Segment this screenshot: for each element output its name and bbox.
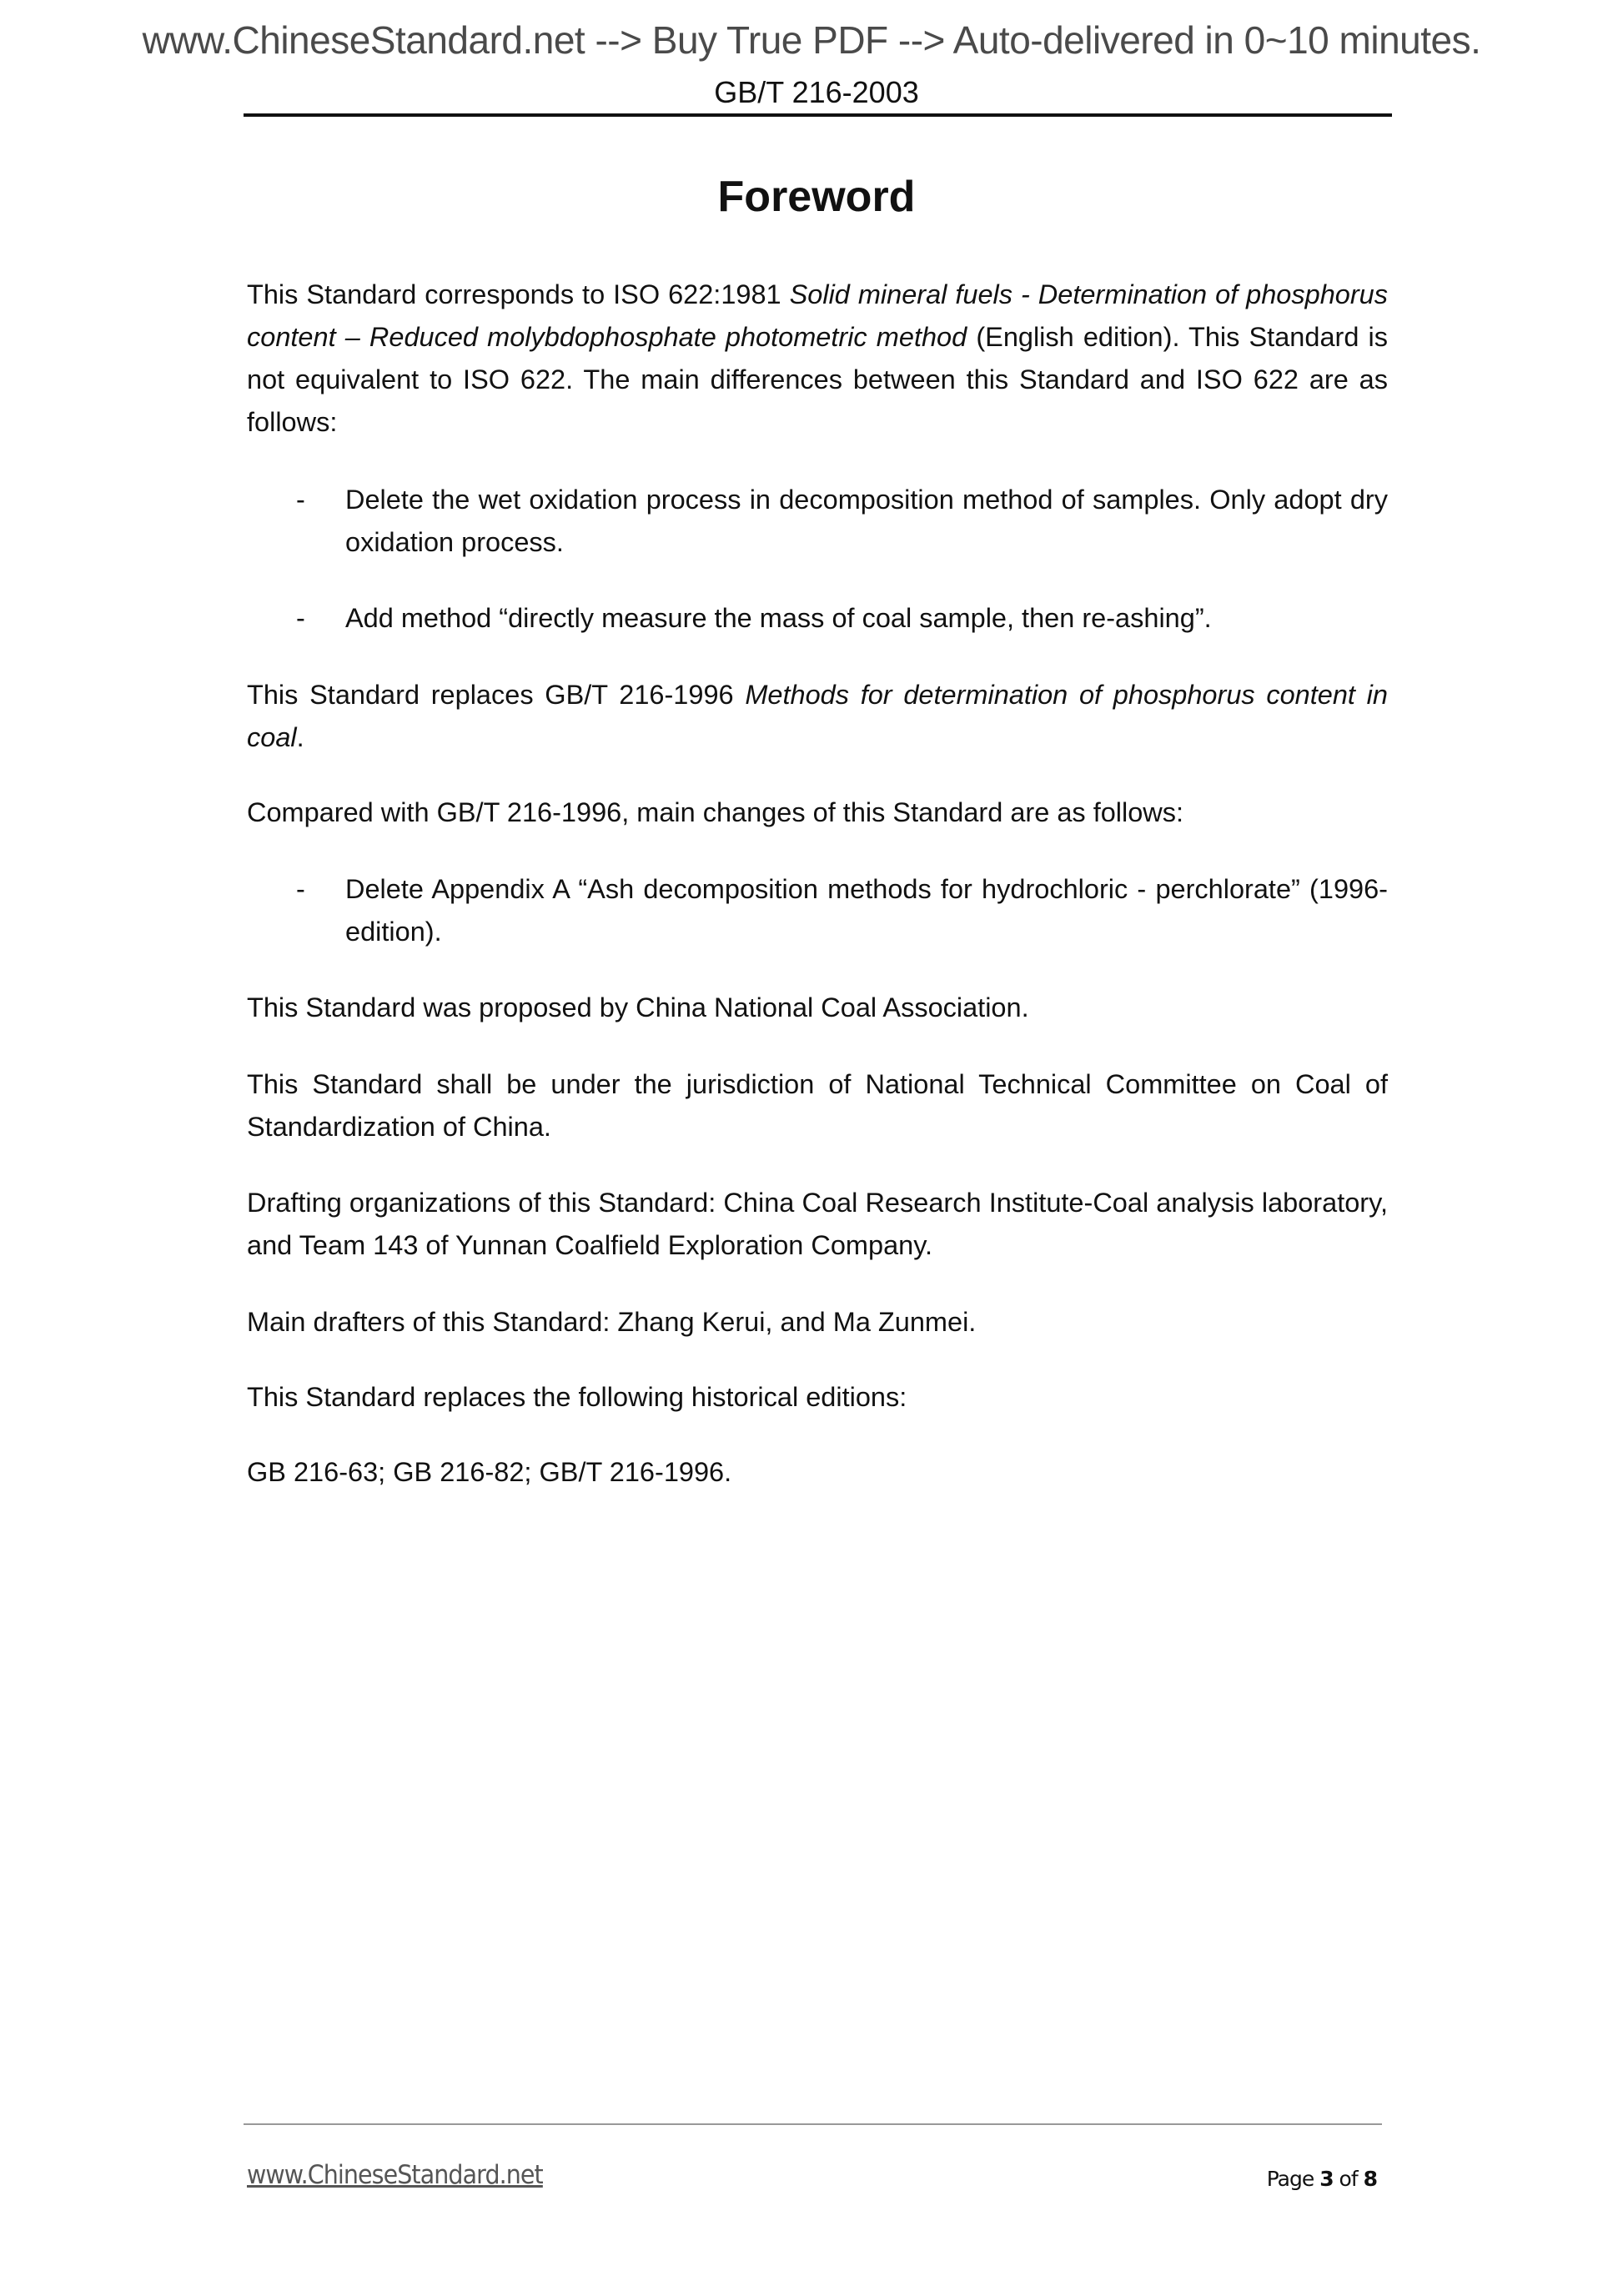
replaced-standard-title: Methods for determination of phosphorus content in coal [247,680,1388,752]
paragraph-replaces [247,674,1388,759]
footer-rule [244,2123,1382,2125]
paragraph-historical: This Standard replaces the following historical editions: [247,1382,907,1412]
list-item: Delete Appendix A “Ash decomposition methods for hydrochloric - perchlorate” (1996-edition). [345,874,1388,947]
paragraph-jurisdiction: This Standard shall be under the jurisdiction of National Technical Committee on Coal of Standardization of China. [247,1069,1388,1142]
paragraph-correspondence [247,274,1388,444]
text: (English edition). This Standard is not equivalent to ISO 622. The main differences between this Standard and ISO 622 are as follows: [247,322,1388,437]
bullet-dash: - [296,874,305,904]
total-pages: 8 [1363,2167,1377,2191]
paragraph-drafters: Main drafters of this Standard: Zhang Kerui, and Ma Zunmei. [247,1307,977,1337]
current-page: 3 [1319,2167,1334,2191]
paragraph-drafting-orgs: Drafting organizations of this Standard: China Coal Research Institute-Coal analysis laboratory, and Team 143 of Yunnan Coalfield Exploration Company. [247,1188,1388,1260]
text: This Standard replaces GB/T 216-1996 [247,680,746,710]
footer-link[interactable]: www.ChineseStandard.net [247,2160,543,2190]
text: . [296,722,304,752]
text: This Standard corresponds to ISO 622:1981 [247,279,790,309]
header-rule [244,113,1392,117]
text: Page [1266,2167,1320,2191]
standard-code-header: GB/T 216-2003 [714,75,919,109]
page-title: Foreword [717,173,916,221]
list-item: Delete the wet oxidation process in decomposition method of samples. Only adopt dry oxidation process. [345,485,1388,557]
page-number [1267,2167,1377,2191]
list-item: Add method “directly measure the mass of coal sample, then re-ashing”. [345,603,1212,633]
bullet-dash: - [296,603,305,633]
paragraph-editions: GB 216-63; GB 216-82; GB/T 216-1996. [247,1457,732,1487]
paragraph-proposed: This Standard was proposed by China National Coal Association. [247,992,1029,1022]
paragraph-changes: Compared with GB/T 216-1996, main changes of this Standard are as follows: [247,797,1184,827]
watermark-banner: www.ChineseStandard.net --> Buy True PDF --> Auto-delivered in 0~10 minutes. [142,18,1481,62]
iso-title: Solid mineral fuels - Determination of phosphorus content – Reduced molybdophosphate photometric method [247,279,1388,352]
bullet-dash: - [296,485,305,515]
text: of [1333,2167,1364,2191]
